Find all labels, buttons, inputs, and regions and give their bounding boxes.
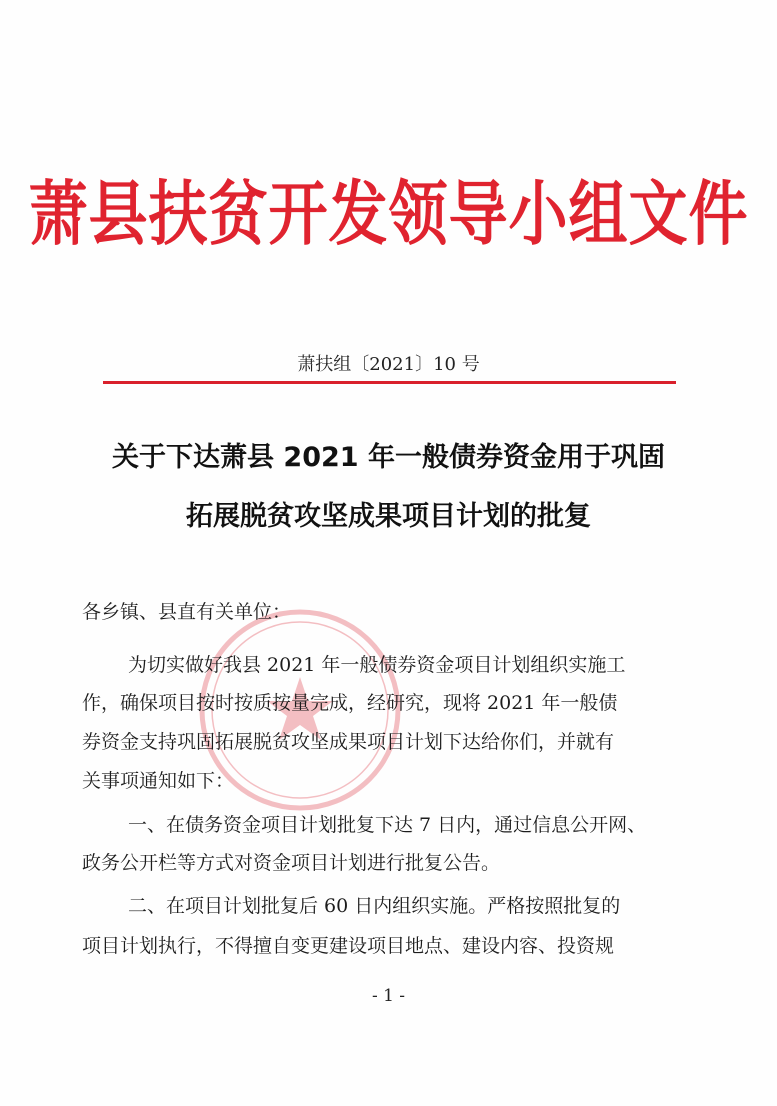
- salutation: 各乡镇、县直有关单位：: [82, 601, 292, 623]
- body-paragraph-1-line-2: 作，确保项目按时按质按量完成，经研究，现将 2021 年一般债: [82, 692, 618, 714]
- body-paragraph-3-line-1: 二、在项目计划批复后 60 日内组织实施。严格按照批复的: [128, 895, 621, 917]
- body-paragraph-1-line-4: 关事项通知如下：: [82, 770, 235, 792]
- document-masthead: 萧县扶贫开发领导小组文件: [28, 173, 749, 255]
- red-divider-rule: [103, 381, 676, 384]
- document-title-line-1: 关于下达萧县 2021 年一般债券资金用于巩固: [112, 442, 665, 473]
- body-paragraph-2-line-1: 一、在债务资金项目计划批复下达 7 日内，通过信息公开网、: [128, 814, 647, 836]
- body-paragraph-1-line-1: 为切实做好我县 2021 年一般债券资金项目计划组织实施工: [128, 654, 626, 676]
- document-number: 萧扶组〔2021〕10 号: [297, 354, 480, 375]
- document-title-line-2: 拓展脱贫攻坚成果项目计划的批复: [186, 501, 591, 532]
- page-number: - 1 -: [371, 986, 406, 1006]
- body-paragraph-1-line-3: 券资金支持巩固拓展脱贫攻坚成果项目计划下达给你们，并就有: [82, 731, 615, 753]
- body-paragraph-3-line-2: 项目计划执行，不得擅自变更建设项目地点、建设内容、投资规: [82, 935, 615, 957]
- body-paragraph-2-line-2: 政务公开栏等方式对资金项目计划进行批复公告。: [82, 852, 501, 874]
